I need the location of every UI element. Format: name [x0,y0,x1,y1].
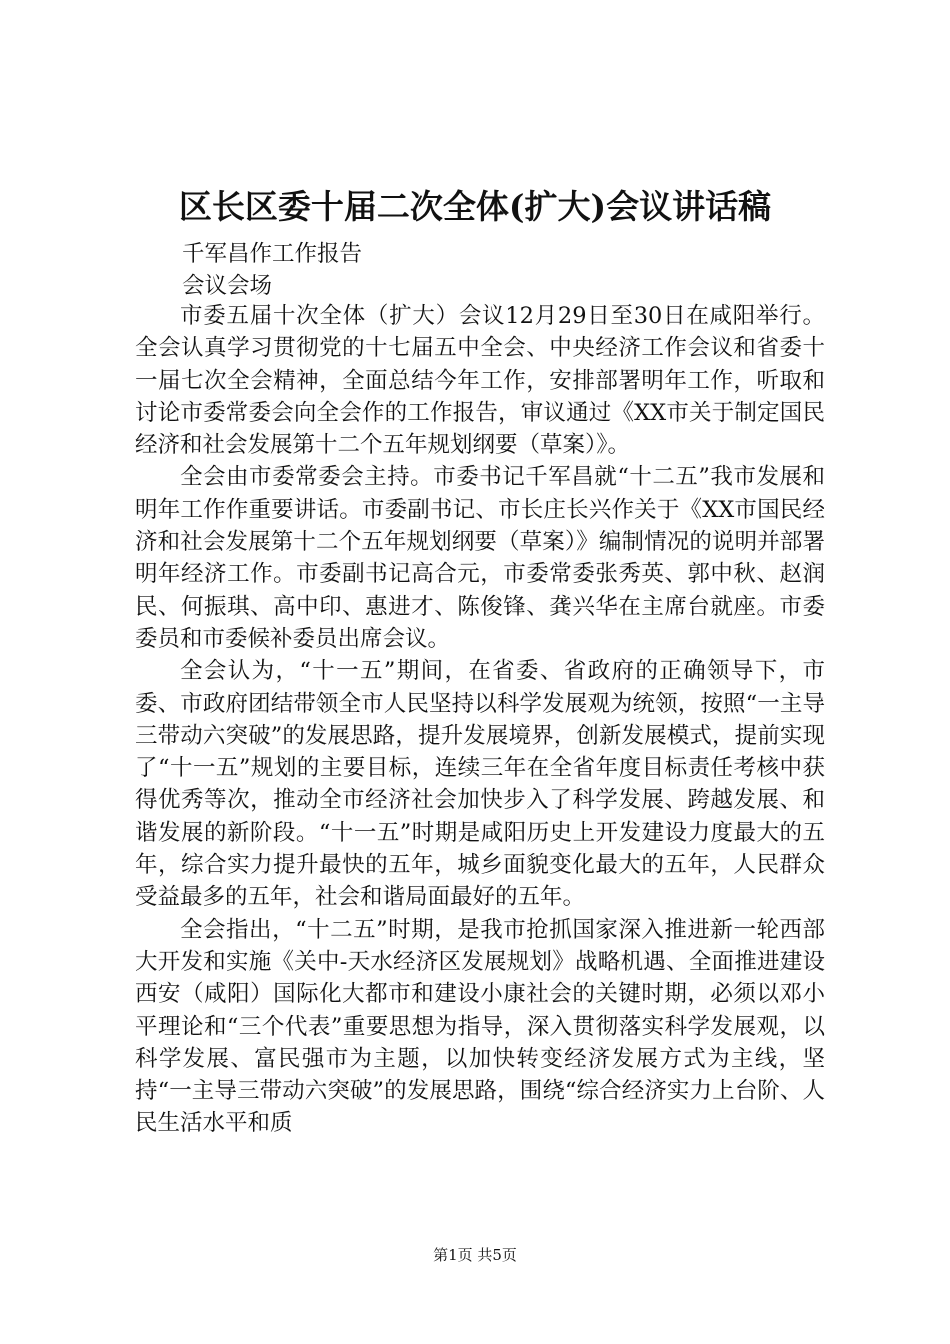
page-footer: 第1页 共5页 [433,1246,517,1264]
paragraph: 全会由市委常委会主持。市委书记千军昌就“十二五”我市发展和明年工作作重要讲话。市委副书记、市长庄长兴作关于《XX市国民经济和社会发展第十二个五年规划纲要（草案）》编制情况的说明并部署明年经济工作。市委副书记高合元，市委常委张秀英、郭中秋、赵润民、何振琪、高中印、惠进才、陈俊锋、龚兴华在主席台就座。市委委员和市委候补委员出席会议。 [135,464,825,652]
paragraph: 全会认为，“十一五”期间，在省委、省政府的正确领导下，市委、市政府团结带领全市人民坚持以科学发展观为统领，按照“一主导三带动六突破”的发展思路，提升发展境界，创新发展模式，提前实现了“十一五”规划的主要目标，连续三年在全省年度目标责任考核中获得优秀等次，推动全市经济社会加快步入了科学发展、跨越发展、和谐发展的新阶段。“十一五”时期是咸阳历史上开发建设力度最大的五年，综合实力提升最快的五年，城乡面貌变化最大的五年，人民群众受益最多的五年，社会和谐局面最好的五年。 [135,658,825,911]
venue-line: 会议会场 [182,273,273,299]
paragraph: 全会指出，“十二五”时期，是我市抢抓国家深入推进新一轮西部大开发和实施《关中-天水经济区发展规划》战略机遇、全面推进建设西安（咸阳）国际化大都市和建设小康社会的关键时期，必须以邓小平理论和“三个代表”重要思想为指导，深入贯彻落实科学发展观，以科学发展、富民强市为主题，以加快转变经济发展方式为主线，坚持“一主导三带动六突破”的发展思路，围绕“综合经济实力上台阶、人民生活水平和质 [135,916,825,1137]
author-line: 千军昌作工作报告 [182,241,363,267]
paragraph: 市委五届十次全体（扩大）会议12月29日至30日在咸阳举行。全会认真学习贯彻党的十七届五中全会、中央经济工作会议和省委十一届七次全会精神，全面总结今年工作，安排部署明年工作，听取和讨论市委常委会向全会作的工作报告，审议通过《XX市关于制定国民经济和社会发展第十二个五年规划纲要（草案）》。 [135,303,825,459]
document-body [135,300,825,1140]
document-title: 区长区委十届二次全体(扩大)会议讲话稿 [178,187,772,226]
